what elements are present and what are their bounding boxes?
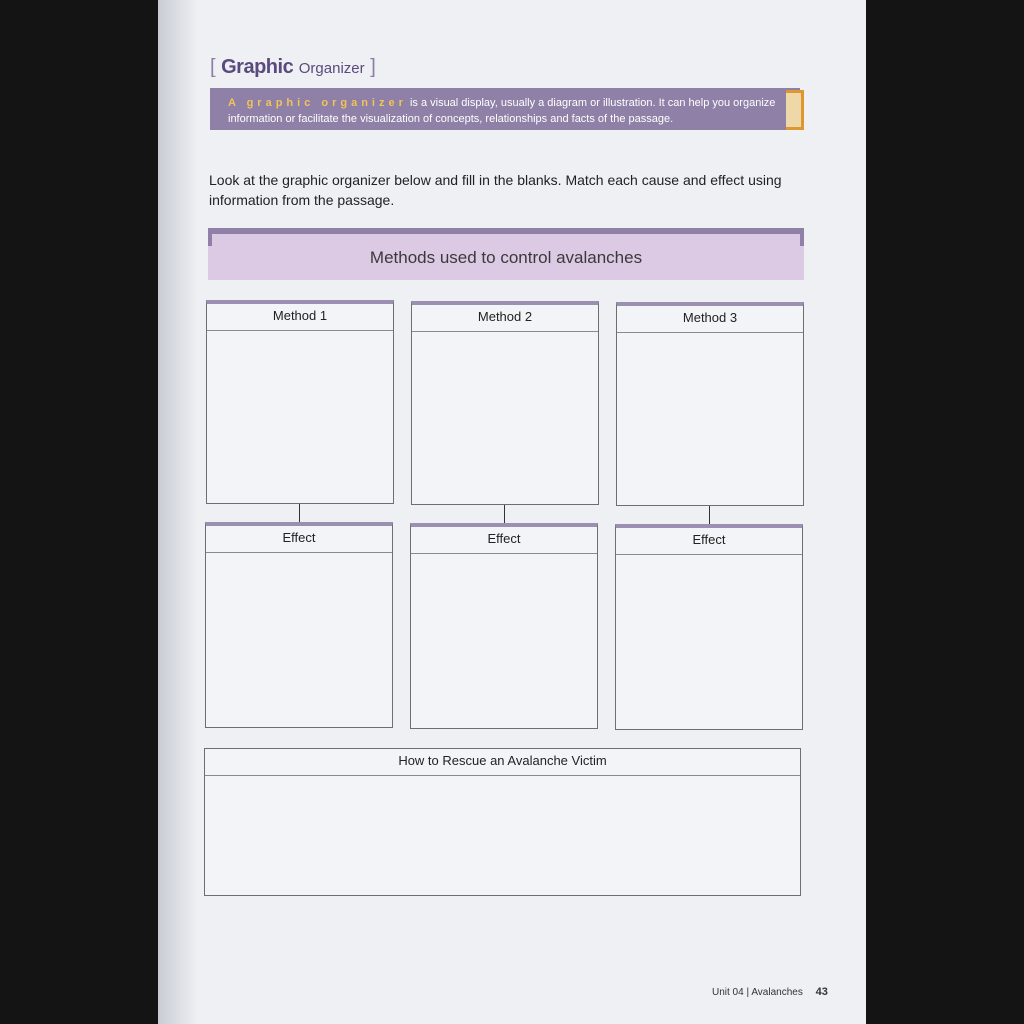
heading-bold: Graphic bbox=[221, 56, 294, 78]
banner-text-line1: is a visual display, usually a diagram or illustration. It can help you organize bbox=[406, 97, 776, 109]
method-2-box[interactable] bbox=[411, 301, 599, 505]
heading-light: Organizer bbox=[298, 60, 365, 77]
workbook-page bbox=[158, 0, 866, 1024]
connector-1 bbox=[299, 504, 300, 524]
rescue-box[interactable] bbox=[204, 748, 801, 896]
banner-tab bbox=[786, 90, 804, 130]
organizer-title-box bbox=[208, 228, 804, 280]
heading-close-bracket: ] bbox=[370, 56, 376, 78]
effect-3-box[interactable] bbox=[615, 524, 803, 730]
connector-3 bbox=[709, 506, 710, 526]
page-footer bbox=[712, 986, 828, 998]
footer-separator: | bbox=[746, 987, 750, 998]
footer-topic: Avalanches bbox=[751, 987, 803, 998]
method-1-label: Method 1 bbox=[207, 304, 393, 331]
method-2-label: Method 2 bbox=[412, 305, 598, 332]
effect-3-label: Effect bbox=[616, 528, 802, 555]
method-1-box[interactable] bbox=[206, 300, 394, 504]
connector-2 bbox=[504, 505, 505, 525]
page-gutter-shadow bbox=[158, 0, 198, 1024]
footer-unit: Unit 04 bbox=[712, 987, 744, 998]
method-3-label: Method 3 bbox=[617, 306, 803, 333]
effect-1-label: Effect bbox=[206, 526, 392, 553]
instructions: Look at the graphic organizer below and fill in the blanks. Match each cause and effect using information from the passage. bbox=[209, 172, 782, 208]
heading-open-bracket: [ bbox=[210, 56, 216, 78]
banner-term: A graphic organizer bbox=[228, 97, 407, 109]
effect-2-label: Effect bbox=[411, 527, 597, 554]
effect-2-box[interactable] bbox=[410, 523, 598, 729]
effect-1-box[interactable] bbox=[205, 522, 393, 728]
organizer-title: Methods used to control avalanches bbox=[369, 248, 643, 267]
section-heading bbox=[210, 56, 376, 79]
banner-text-line2: information or facilitate the visualization of concepts, relationships and facts of the passage. bbox=[228, 113, 674, 125]
rescue-label: How to Rescue an Avalanche Victim bbox=[205, 749, 800, 776]
page-number: 43 bbox=[815, 986, 828, 998]
definition-banner bbox=[210, 88, 800, 130]
method-3-box[interactable] bbox=[616, 302, 804, 506]
